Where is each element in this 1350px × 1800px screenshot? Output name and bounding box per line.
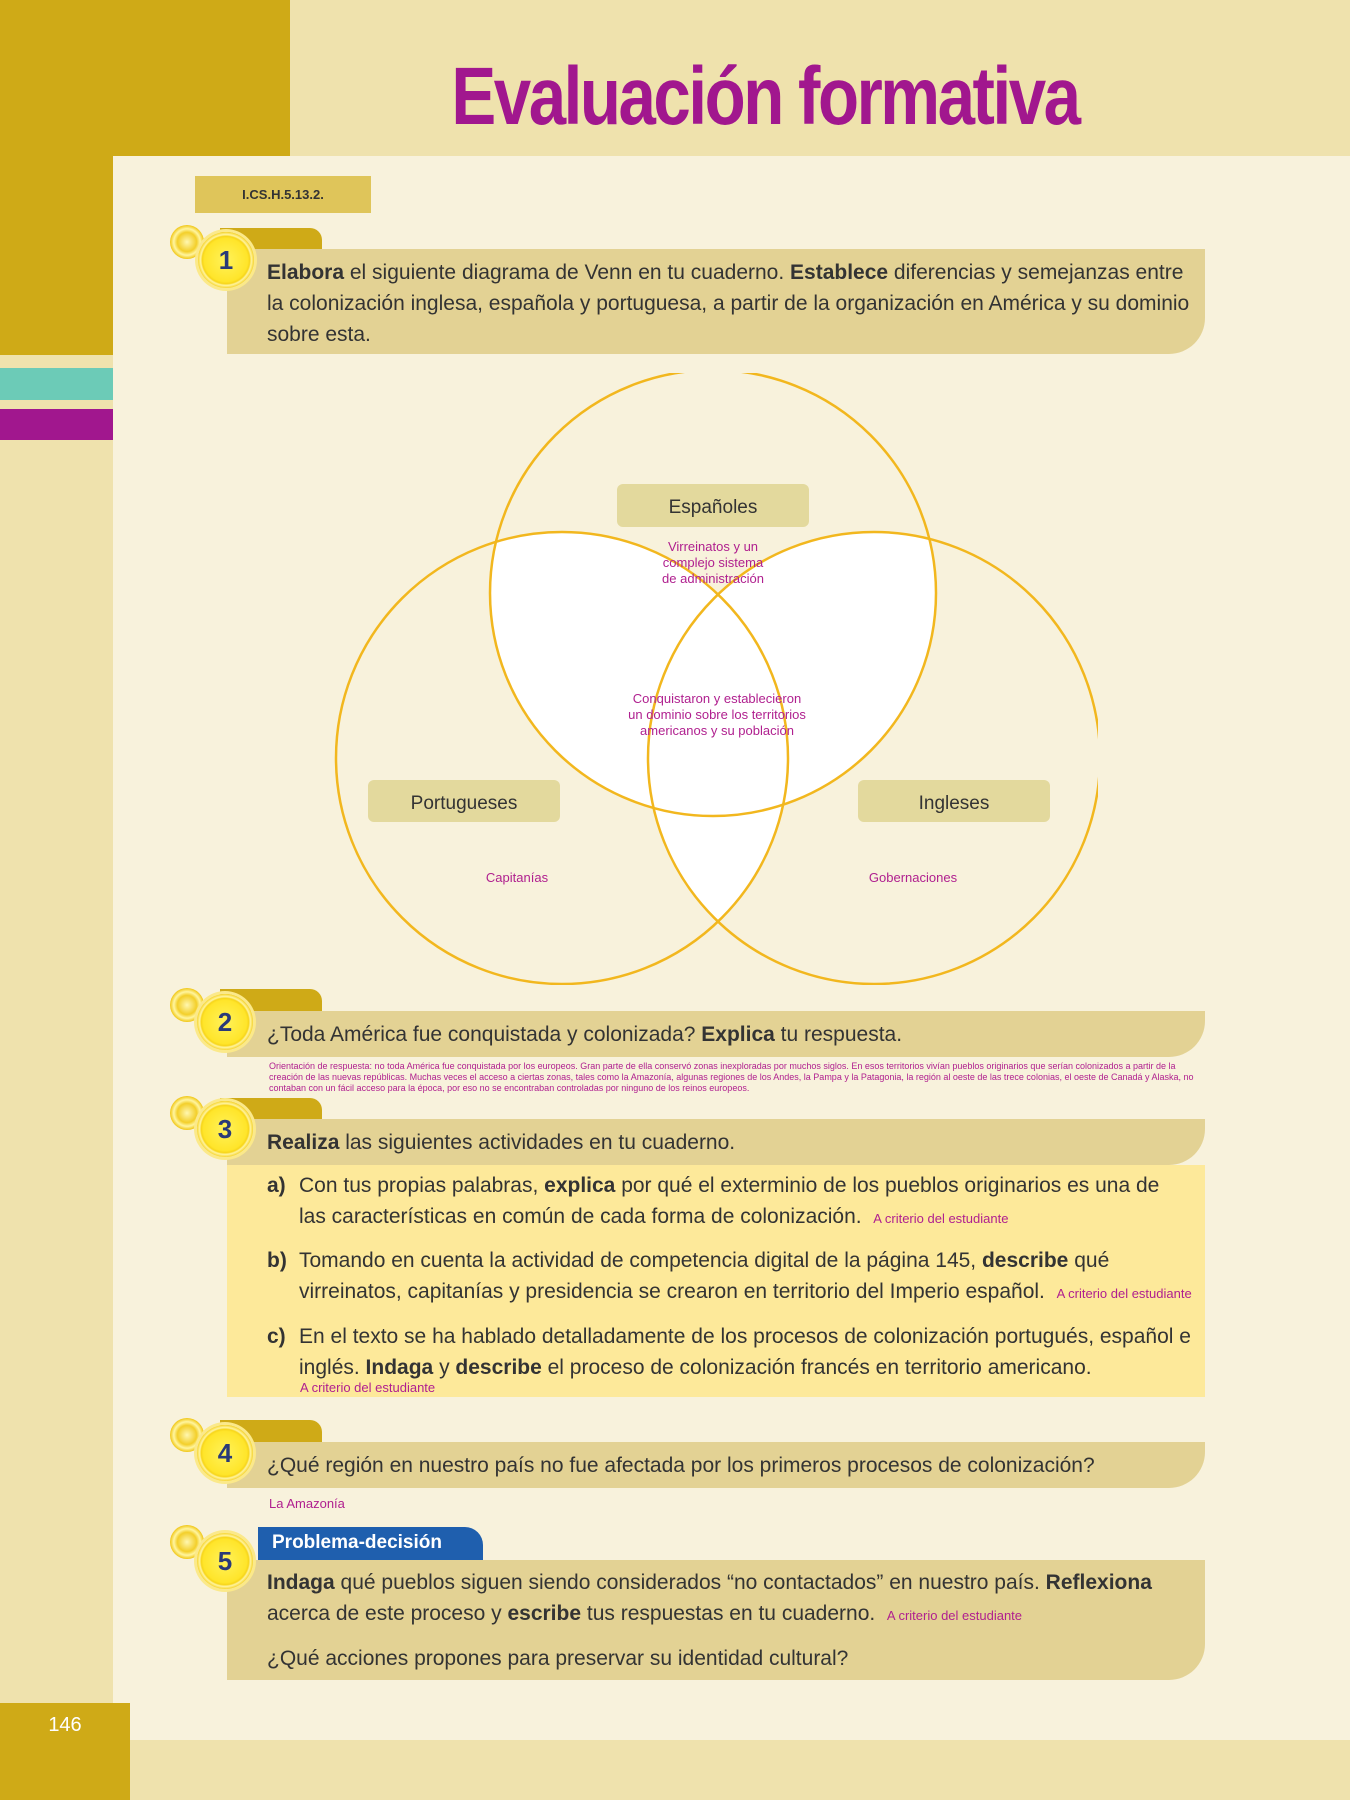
question-number-5: 5	[197, 1533, 253, 1589]
left-margin-strip	[0, 440, 113, 1703]
question-number-1: 1	[198, 232, 254, 288]
question-5-text: Indaga qué pueblos siguen siendo considerados “no contactados” en nuestro país. Reflexiona acerca de este proceso y escribe tus respuestas en tu cuaderno. A criterio del estudiante	[267, 1571, 1152, 1625]
answer-portugueses: Capitanías	[485, 870, 549, 885]
activity-a: a) Con tus propias palabras, explica por qué el exterminio de los pueblos originarios es una de las características en común de cada forma de colonización. A criterio del estudiante	[267, 1170, 1192, 1234]
answer-ingleses: Gobernaciones	[868, 870, 958, 885]
indicator-code: I.CS.H.5.13.2.	[195, 176, 371, 213]
activity-b: b) Tomando en cuenta la actividad de competencia digital de la página 145, describe qué virreinatos, capitanías y presidencia se crearon en territorio del Imperio español. A criterio del estudiante	[267, 1245, 1192, 1309]
question-5-answer: A criterio del estudiante	[886, 1608, 1023, 1623]
activity-a-answer: A criterio del estudiante	[873, 1211, 1009, 1226]
question-3-text: Realiza las siguientes actividades en tu cuaderno.	[267, 1131, 736, 1154]
label-ingleses: Ingleses	[918, 793, 990, 814]
label-portugueses: Portugueses	[410, 793, 518, 814]
decorative-magenta-bar	[0, 409, 113, 440]
question-5-followup: ¿Qué acciones propones para preservar su identidad cultural?	[267, 1647, 849, 1670]
question-number-2: 2	[197, 994, 253, 1050]
venn-diagram	[328, 373, 1098, 985]
question-2-text: ¿Toda América fue conquistada y colonizada? Explica tu respuesta.	[267, 1023, 903, 1046]
question-1-text: Elabora el siguiente diagrama de Venn en tu cuaderno. Establece diferencias y semejanzas entre la colonización inglesa, española y portuguesa, a partir de la organización en América y su dominio sobre esta.	[267, 261, 1190, 346]
problema-decision-tab: Problema-decisión	[258, 1527, 483, 1561]
question-number-4: 4	[197, 1425, 253, 1481]
page-number: 146	[48, 1714, 82, 1736]
bottom-band	[130, 1740, 1350, 1800]
activity-b-answer: A criterio del estudiante	[1056, 1286, 1192, 1301]
question-4-text: ¿Qué región en nuestro país no fue afectada por los primeros procesos de colonización?	[267, 1454, 1095, 1477]
answer-espanoles-1: Virreinatos y un	[667, 539, 759, 554]
answer-center-1: Conquistaron y establecieron	[632, 691, 802, 706]
activity-c-answer: A criterio del estudiante	[300, 1380, 436, 1395]
decorative-teal-bar	[0, 368, 113, 400]
page-title: Evaluación formativa	[451, 51, 1079, 142]
answer-center-3: americanos y su población	[640, 723, 794, 738]
question-2-answer: Orientación de respuesta: no toda América fue conquistada por los europeos. Gran parte de ella conservó zonas inexploradas por muchos siglos. En esos territorios vivían pueblos originarios que serían colonizados a partir de la creación de las nuevas repúblicas. Muchas veces el acceso a ciertas zonas, tales como la Amazonía, algunas regiones de los Andes, la Pampa y la Patagonia, la región al oeste de las trece colonias, el oeste de Canadá y Alaska, no contaban con un fácil acceso para la época, por eso no se encontraban controladas por ninguno de los reinos europeos.	[269, 1061, 1194, 1093]
answer-espanoles-3: de administración	[662, 571, 764, 586]
activity-label: a)	[267, 1174, 286, 1197]
activity-label: c)	[267, 1325, 286, 1348]
label-espanoles: Españoles	[668, 497, 758, 518]
question-number-3: 3	[197, 1101, 253, 1157]
answer-center-2: un dominio sobre los territorios	[628, 707, 806, 722]
activity-label: b)	[267, 1249, 287, 1272]
activity-c: c) En el texto se ha hablado detalladamente de los procesos de colonización portugués, español e inglés. Indaga y describe el proceso de colonización francés en territorio americano.	[267, 1321, 1192, 1383]
answer-espanoles-2: complejo sistema	[662, 555, 764, 570]
question-4-answer: La Amazonía	[269, 1496, 345, 1511]
